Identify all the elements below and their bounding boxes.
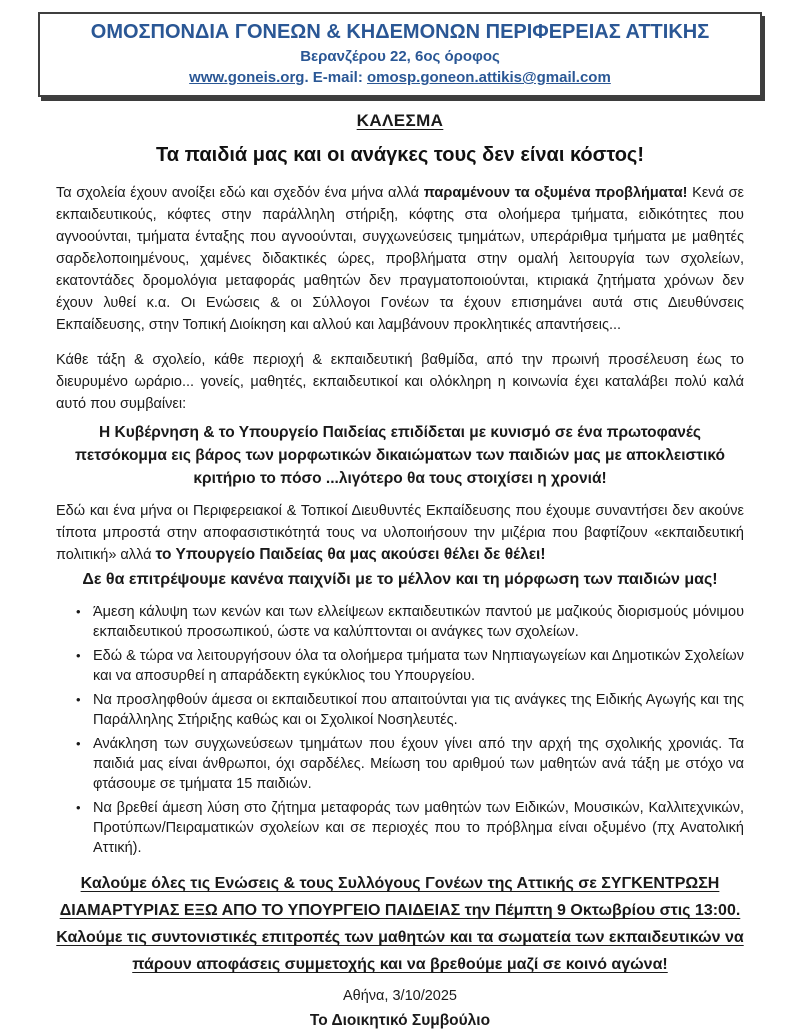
date-line: Αθήνα, 3/10/2025	[343, 988, 457, 1004]
org-address: Βερανζέρου 22, 6ος όροφος	[300, 48, 500, 65]
list-item-text: Να προσληφθούν άμεσα οι εκπαιδευτικοί που απαιτούνται για τις ανάγκες της Ειδικής Αγωγής και της Παράλληλης Στήριξης καθώς και οι Σχολικοί Νοσηλευτές.	[93, 692, 744, 728]
list-item	[76, 646, 744, 686]
website-link[interactable]: www.goneis.org	[189, 69, 305, 86]
call-to-action	[56, 870, 744, 978]
bullet-icon: •	[76, 604, 81, 619]
list-item-text: Άμεση κάλυψη των κενών και των ελλείψεων εκπαιδευτικών παντού με μαζικούς διορισμούς μόνιμου εκπαιδευτικού προσωπικού, ώστε να καλύπτονται οι ανάγκες των σχολείων.	[93, 604, 744, 640]
text-run: Τα σχολεία έχουν ανοίξει εδώ και σχεδόν ένα μήνα αλλά	[56, 185, 424, 201]
bold-run: το Υπουργείο Παιδείας θα μας ακούσει θέλει δε θέλει!	[155, 546, 546, 563]
list-item	[76, 734, 744, 794]
org-contact-line	[48, 67, 752, 88]
bullet-icon: •	[76, 692, 81, 707]
cta-line-text: ΔΙΑΜΑΡΤΥΡΙΑΣ ΕΞΩ ΑΠΟ ΤΟ ΥΠΟΥΡΓΕΙΟ ΠΑΙΔΕΙΑΣ την Πέμπτη 9 Οκτωβρίου στις 13:00.	[59, 902, 741, 919]
list-item	[76, 602, 744, 642]
email-link[interactable]: omosp.goneon.attikis@gmail.com	[366, 69, 611, 86]
demands-list	[56, 602, 744, 858]
cta-line	[56, 870, 744, 897]
para-awareness: Κάθε τάξη & σχολείο, κάθε περιοχή & εκπαιδευτική βαθμίδα, από την πρωινή προσέλευση έως το διευρυμένο ωράριο... γονείς, μαθητές, εκπαιδευτικοί και ολόκληρη η κοινωνία έχει καταλάβει πολύ καλά αυτό που συμβαίνει:	[56, 352, 744, 412]
list-item	[76, 798, 744, 858]
text-run: Εδώ και ένα μήνα οι Περιφερειακοί & Τοπικοί Διευθυντές Εκπαίδευσης που έχουμε συναντήσει δεν ακούνε τίποτα μπροστά στην αποφασιστικότητά τους να υλοποιήσουν την μιζέρια που βαφτίζουν «εκπαιδευτική πολιτική» αλλά	[56, 503, 744, 563]
bullet-icon: •	[76, 800, 81, 815]
document-subtitle: Τα παιδιά μας και οι ανάγκες τους δεν είναι κόστος!	[156, 144, 644, 166]
org-header-box	[38, 12, 762, 97]
org-name: ΟΜΟΣΠΟΝΔΙΑ ΓΟΝΕΩΝ & ΚΗΔΕΜΟΝΩΝ ΠΕΡΙΦΕΡΕΙΑΣ ΑΤΤΙΚΗΣ	[90, 21, 710, 43]
cta-line-text: πάρουν αποφάσεις συμμετοχής και να βρεθούμε μαζί σε κοινό αγώνα!	[132, 956, 668, 973]
text-run: Κενά σε εκπαιδευτικούς, κόφτες στην παράλληλη στήριξη, κόφτης στα ολοήμερα τμήματα, ειδικότητες που αγνοούνται, τμήματα ένταξης που αγνοούνται, συγχωνεύσεις τμημάτων, υπεράριθμα τμήματα με μαθητές σαρδελοποιημένους, χαμένες διδακτικές ώρες, προβλήματα στην ομαλή λειτουργία των σχολείων, εκατοντάδες δρομολόγια μεταφοράς μαθητών δεν πραγματοποιούνται, κτιριακά ζητήματα χρόνων δεν έχουν λυθεί κ.α. Οι Ενώσεις & οι Σύλλογοι Γονέων τα έχουν επισημάνει αυτά στις Διευθύνσεις Εκπαίδευσης, στην Τοπική Διοίκηση και αλλού και λαμβάνουν προκλητικές απαντήσεις...	[56, 185, 744, 333]
para-government-statement: Η Κυβέρνηση & το Υπουργείο Παιδείας επιδίδεται με κυνισμό σε ένα πρωτοφανές πετσόκομμα εις βάρος των μορφωτικών δικαιώματων των παιδιών μας με αποκλειστικό κριτήριο το πόσο ...λιγότερο θα τους στοιχίσει η χρονιά!	[75, 424, 725, 487]
para-problems	[56, 182, 744, 336]
list-item-text: Εδώ & τώρα να λειτουργήσουν όλα τα ολοήμερα τμήματα των Νηπιαγωγείων και Δημοτικών Σχολείων και να αποσυρθεί η απαράδεκτη εγκύκλιος του Υπουργείου.	[93, 648, 744, 684]
list-item	[76, 690, 744, 730]
cta-line-text: Καλούμε όλες τις Ενώσεις & τους Συλλόγους Γονέων της Αττικής σε ΣΥΓΚΕΝΤΡΩΣΗ	[80, 875, 720, 892]
cta-line	[56, 951, 744, 978]
line-no-games: Δε θα επιτρέψουμε κανένα παιχνίδι με το μέλλον και τη μόρφωση των παιδιών μας!	[82, 571, 718, 588]
bullet-icon: •	[76, 736, 81, 751]
list-item-text: Ανάκληση των συγχωνεύσεων τμημάτων που έχουν γίνει από την αρχή της σχολικής χρονιάς. Τα παιδιά μας είναι άνθρωποι, όχι σαρδέλες. Μείωση του αριθμού των μαθητών ανά τάξη με στόχο να φτάσουμε σε τμήματα 15 παιδιών.	[93, 736, 744, 792]
cta-line-text: Καλούμε τις συντονιστικές επιτροπές των μαθητών και τα σωματεία των εκπαιδευτικών να	[56, 929, 744, 946]
signature-line: Το Διοικητικό Συμβούλιο	[309, 1012, 491, 1029]
cta-line	[56, 924, 744, 951]
email-label: . E-mail:	[304, 69, 367, 86]
para-directors	[56, 500, 744, 566]
document-title: ΚΑΛΕΣΜΑ	[356, 111, 444, 130]
cta-line	[56, 897, 744, 924]
list-item-text: Να βρεθεί άμεση λύση στο ζήτημα μεταφοράς των μαθητών των Ειδικών, Μουσικών, Καλλιτεχνικών, Προτύπων/Πειραματικών σχολείων και σε περιοχές που το πρόβλημα είναι οξυμένο (πχ Ανατολική Αττική).	[93, 800, 744, 856]
bullet-icon: •	[76, 648, 81, 663]
bold-run: παραμένουν τα οξυμένα προβλήματα!	[423, 185, 688, 201]
document-body	[38, 111, 762, 1033]
